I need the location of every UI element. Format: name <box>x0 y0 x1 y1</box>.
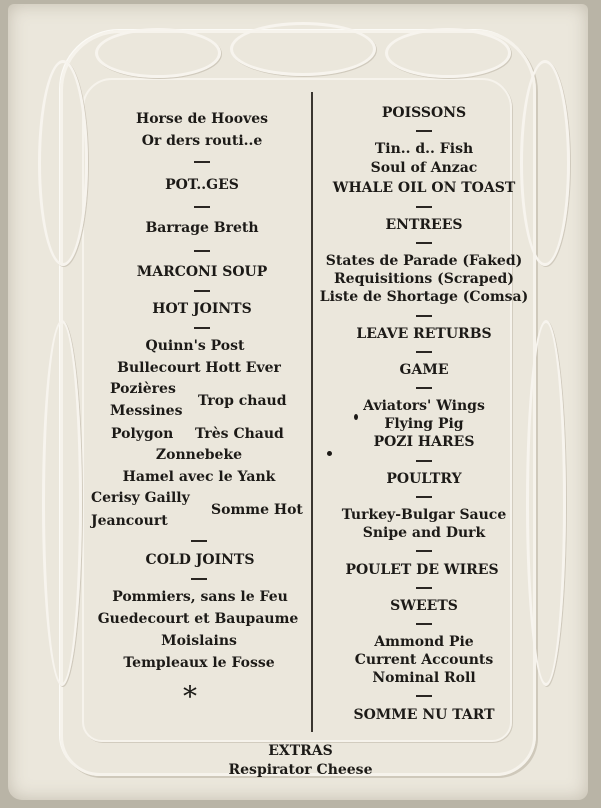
menu-item: Bullecourt Hott Ever <box>117 360 281 376</box>
dash-divider <box>416 130 432 132</box>
course-heading: ENTREES <box>385 217 463 233</box>
menu-item: Jeancourt <box>91 513 168 529</box>
menu-item: Turkey-Bulgar Sauce <box>341 507 507 523</box>
menu-item: Cerisy Gailly <box>91 490 190 506</box>
menu-item: Barrage Breth <box>145 220 259 236</box>
course-heading: GAME <box>399 362 449 378</box>
menu-item: Nominal Roll <box>372 670 476 686</box>
dash-divider <box>416 587 432 589</box>
menu-item: Or ders routi..e <box>141 133 263 149</box>
course-heading: SWEETS <box>390 598 458 614</box>
menu-item: Requisitions (Scraped) <box>334 271 514 287</box>
menu-item: States de Parade (Faked) <box>325 253 523 269</box>
dash-divider <box>416 242 432 244</box>
dash-divider <box>416 496 432 498</box>
menu-item: Trop chaud <box>198 393 287 409</box>
menu-item: Pommiers, sans le Feu <box>112 589 288 605</box>
dash-divider <box>416 695 432 697</box>
dash-divider <box>416 623 432 625</box>
course-heading: COLD JOINTS <box>145 552 255 568</box>
menu-item: Current Accounts <box>354 652 494 668</box>
menu-item: Messines <box>110 403 183 419</box>
menu-item: Zonnebeke <box>155 447 243 463</box>
course-heading: POISSONS <box>381 105 467 121</box>
dash-divider <box>416 387 432 389</box>
menu-item: Aviators' Wings <box>363 398 485 414</box>
menu-item: Très Chaud <box>195 426 284 442</box>
dash-divider <box>416 460 432 462</box>
asterisk-ornament-icon: * <box>183 680 197 713</box>
menu-item: Soul of Anzac <box>370 160 478 176</box>
menu-item: Hamel avec le Yank <box>122 469 276 485</box>
menu-item: Guedecourt et Baupaume <box>97 611 299 627</box>
menu-item: Pozières <box>110 381 176 397</box>
extras-heading: EXTRAS <box>268 743 333 759</box>
course-heading: POULTRY <box>386 471 462 487</box>
dash-divider <box>416 351 432 353</box>
ink-dot <box>327 451 332 456</box>
menu-item: Tin.. d.. Fish <box>374 141 474 157</box>
menu-item: Quinn's Post <box>145 338 245 354</box>
course-heading: POT..GES <box>165 177 239 193</box>
dash-divider <box>416 550 432 552</box>
course-heading: HOT JOINTS <box>152 301 252 317</box>
extras-item: Respirator Cheese <box>228 762 373 778</box>
course-heading: MARCONI SOUP <box>136 264 268 280</box>
ink-dot <box>354 414 358 420</box>
menu-item: Flying Pig <box>384 416 464 432</box>
course-heading: LEAVE RETURBS <box>356 326 492 342</box>
menu-item: WHALE OIL ON TOAST <box>332 180 516 196</box>
menu-item: Moislains <box>161 633 237 649</box>
course-heading: POULET DE WIRES <box>345 562 499 578</box>
dash-divider <box>416 206 432 208</box>
menu-item: Snipe and Durk <box>362 525 486 541</box>
menu-item: Somme Hot <box>211 502 303 518</box>
menu-item: Horse de Hooves <box>135 111 269 127</box>
menu-item: Templeaux le Fosse <box>123 655 275 671</box>
course-heading: SOMME NU TART <box>353 707 495 723</box>
menu-item: Polygon <box>111 426 174 442</box>
menu-item: POZI HARES <box>373 434 475 450</box>
menu-item: Liste de Shortage (Comsa) <box>319 289 529 305</box>
dash-divider <box>416 315 432 317</box>
menu-item: Ammond Pie <box>374 634 474 650</box>
